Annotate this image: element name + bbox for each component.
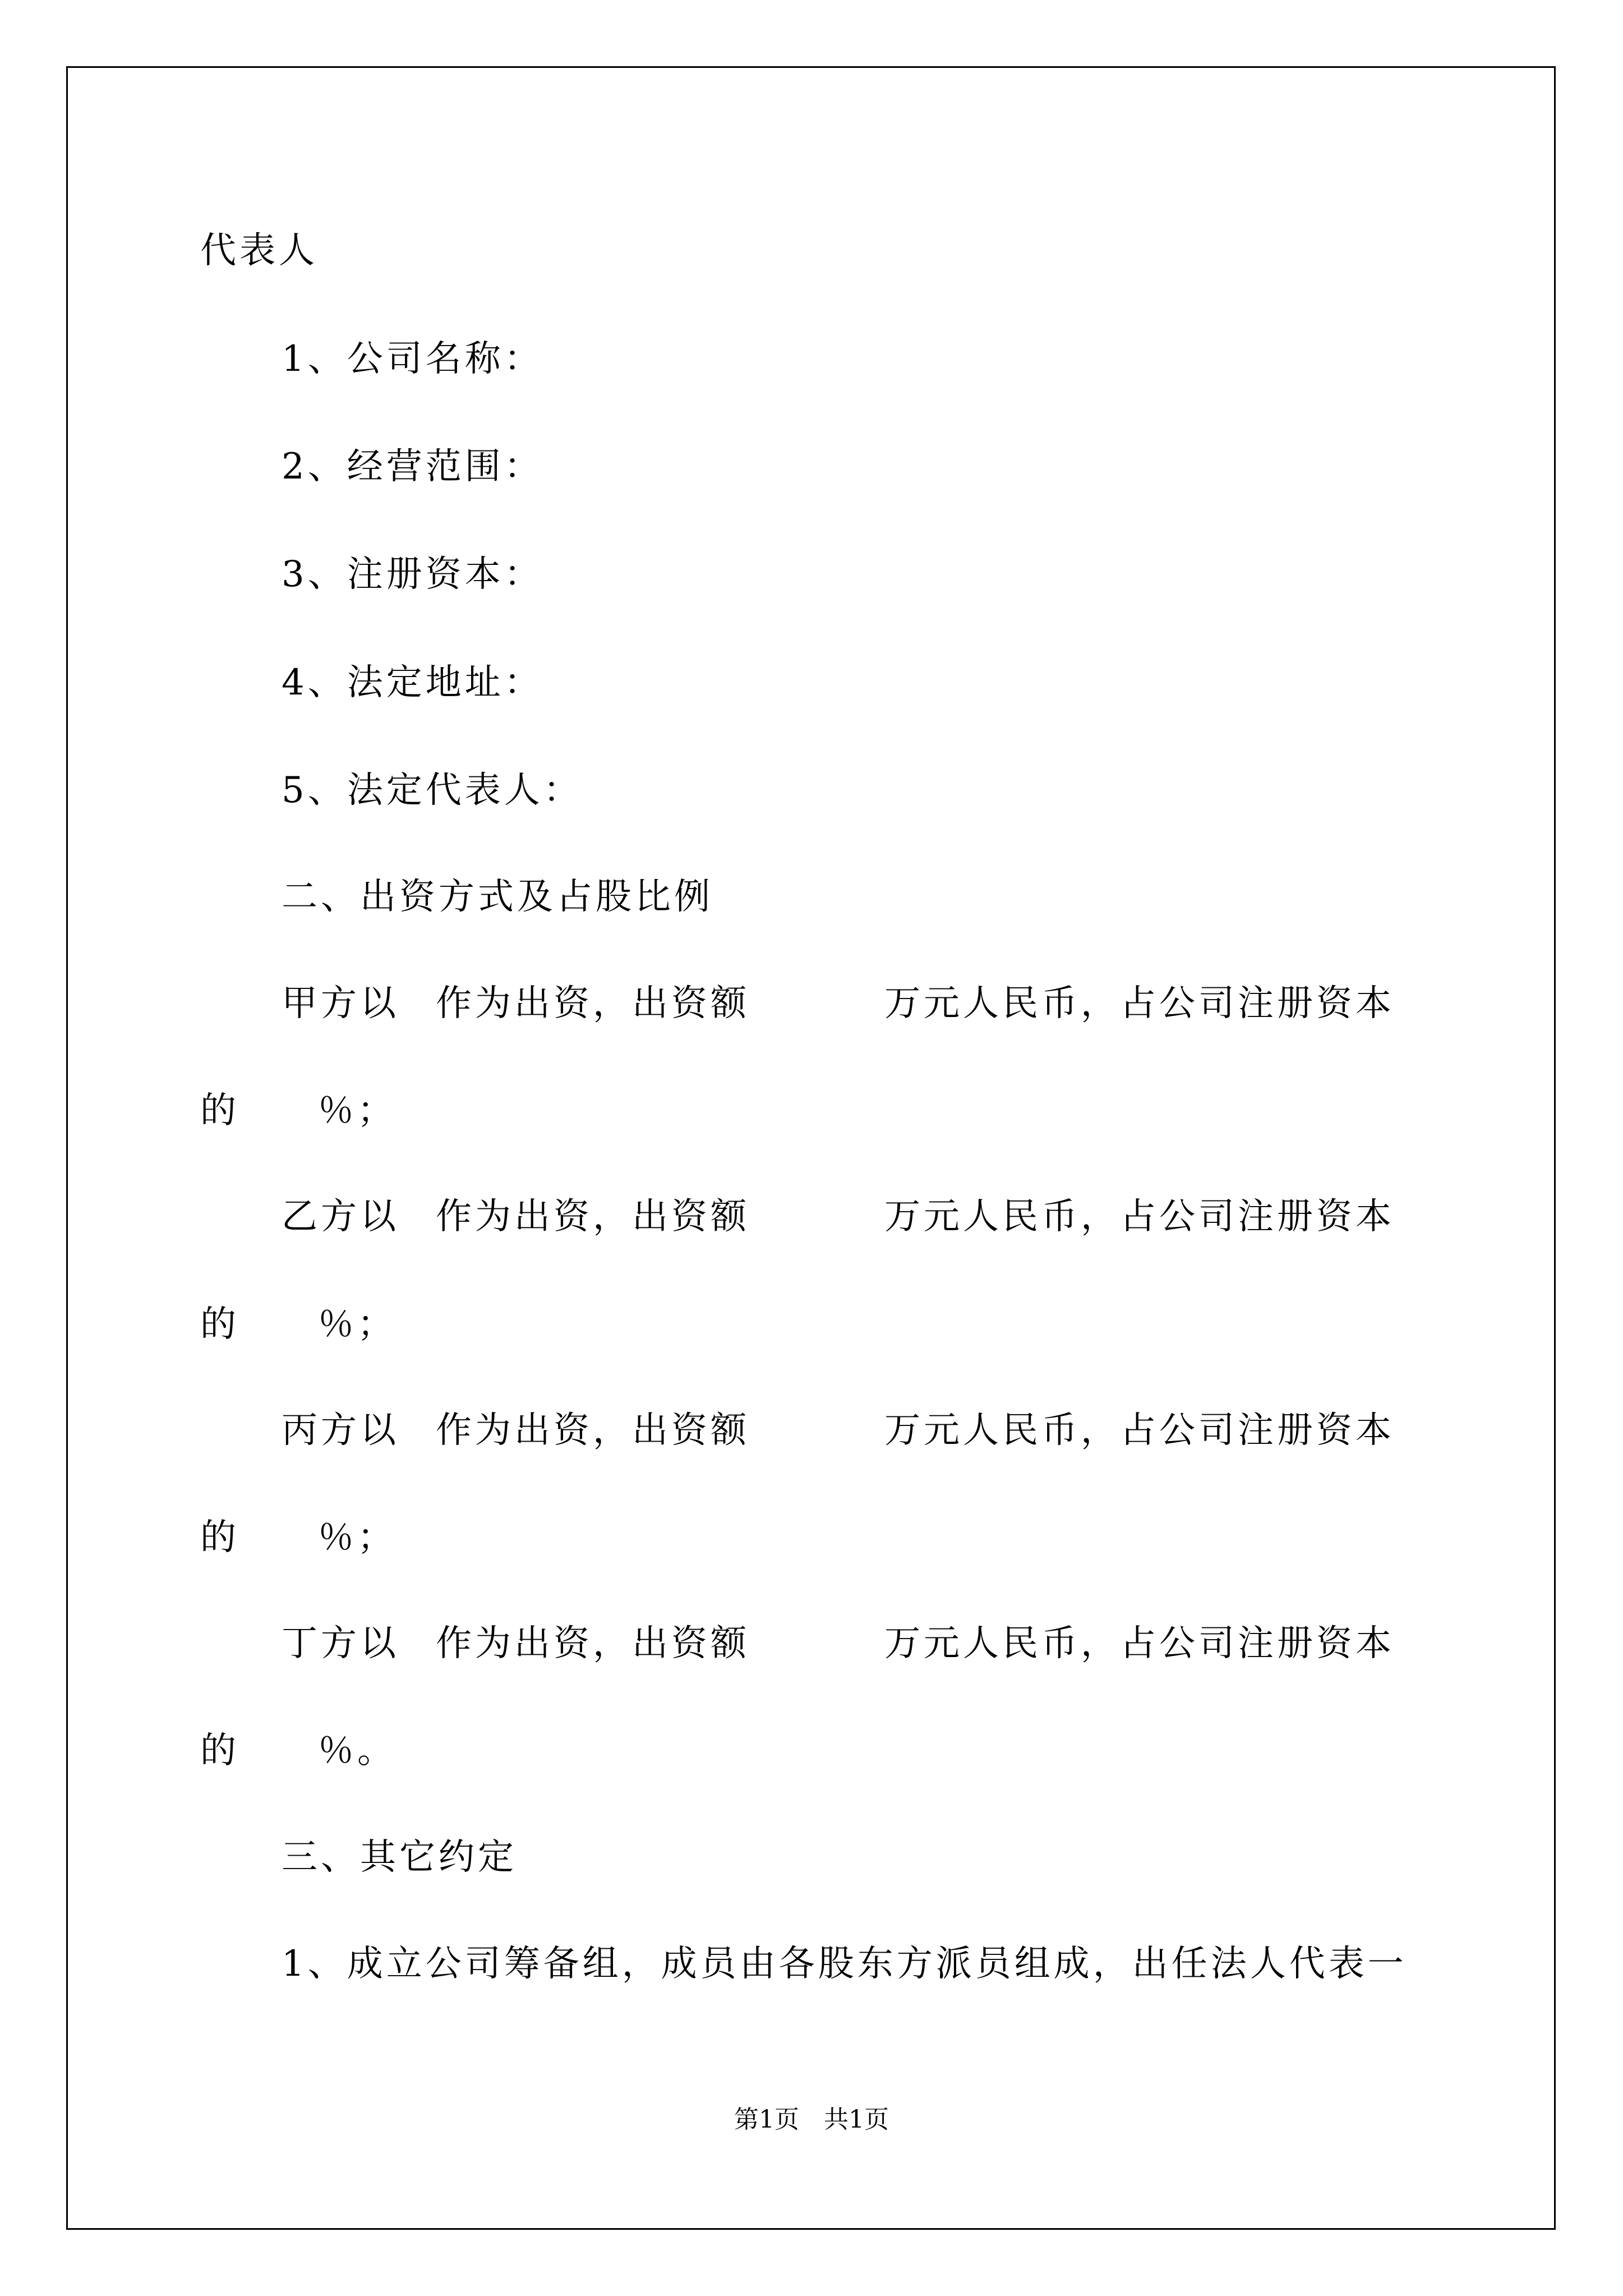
party-c-lead: 丙方以 — [282, 1410, 399, 1451]
party-a-cont-start: 的 — [200, 1090, 239, 1131]
party-c-cont-start: 的 — [200, 1517, 239, 1558]
party-c-tail: 万元人民币，占公司注册资本 — [884, 1410, 1395, 1451]
party-b-tail: 万元人民币，占公司注册资本 — [884, 1196, 1395, 1237]
section-3-item-1: 1、成立公司筹备组，成员由各股东方派员组成，出任法人代表一 — [282, 1943, 1407, 1985]
party-b-cont-end: ％； — [318, 1304, 396, 1345]
party-b-continuation — [0, 1306, 1623, 1346]
party-a-continuation — [0, 1090, 1623, 1132]
heading-representative: 代表人 — [200, 230, 318, 272]
party-c-mid: 作为出资，出资额 — [436, 1410, 750, 1451]
party-a-mid: 作为出资，出资额 — [436, 983, 750, 1024]
party-c-line — [0, 1412, 1623, 1452]
item-business-scope: 2、经营范围： — [282, 446, 543, 487]
page-number: 第1页 共1页 — [734, 2105, 889, 2134]
party-d-mid: 作为出资，出资额 — [436, 1623, 750, 1664]
section-3-heading: 三、其它约定 — [282, 1837, 517, 1878]
party-d-tail: 万元人民币，占公司注册资本 — [884, 1623, 1395, 1664]
section-2-heading: 二、出资方式及占股比例 — [282, 876, 713, 918]
item-legal-representative: 5、法定代表人： — [282, 770, 583, 811]
item-company-name: 1、公司名称： — [282, 338, 543, 380]
party-c-continuation — [0, 1517, 1623, 1559]
party-d-continuation — [0, 1730, 1623, 1772]
page-border — [66, 66, 1556, 2230]
party-a-tail: 万元人民币，占公司注册资本 — [884, 983, 1395, 1024]
party-a-cont-end: ％； — [318, 1090, 396, 1131]
party-d-lead: 丁方以 — [282, 1623, 399, 1664]
party-d-cont-end: ％。 — [318, 1730, 396, 1772]
party-b-mid: 作为出资，出资额 — [436, 1196, 750, 1237]
party-b-line — [0, 1196, 1623, 1238]
party-c-cont-end: ％； — [318, 1517, 396, 1558]
party-b-cont-start: 的 — [200, 1304, 239, 1345]
item-registered-capital: 3、注册资本： — [282, 554, 543, 595]
party-d-line — [0, 1623, 1623, 1665]
party-b-lead: 乙方以 — [282, 1196, 399, 1237]
item-legal-address: 4、法定地址： — [282, 662, 543, 703]
party-a-line — [0, 983, 1623, 1025]
party-d-cont-start: 的 — [200, 1730, 239, 1772]
party-a-lead: 甲方以 — [282, 983, 399, 1024]
